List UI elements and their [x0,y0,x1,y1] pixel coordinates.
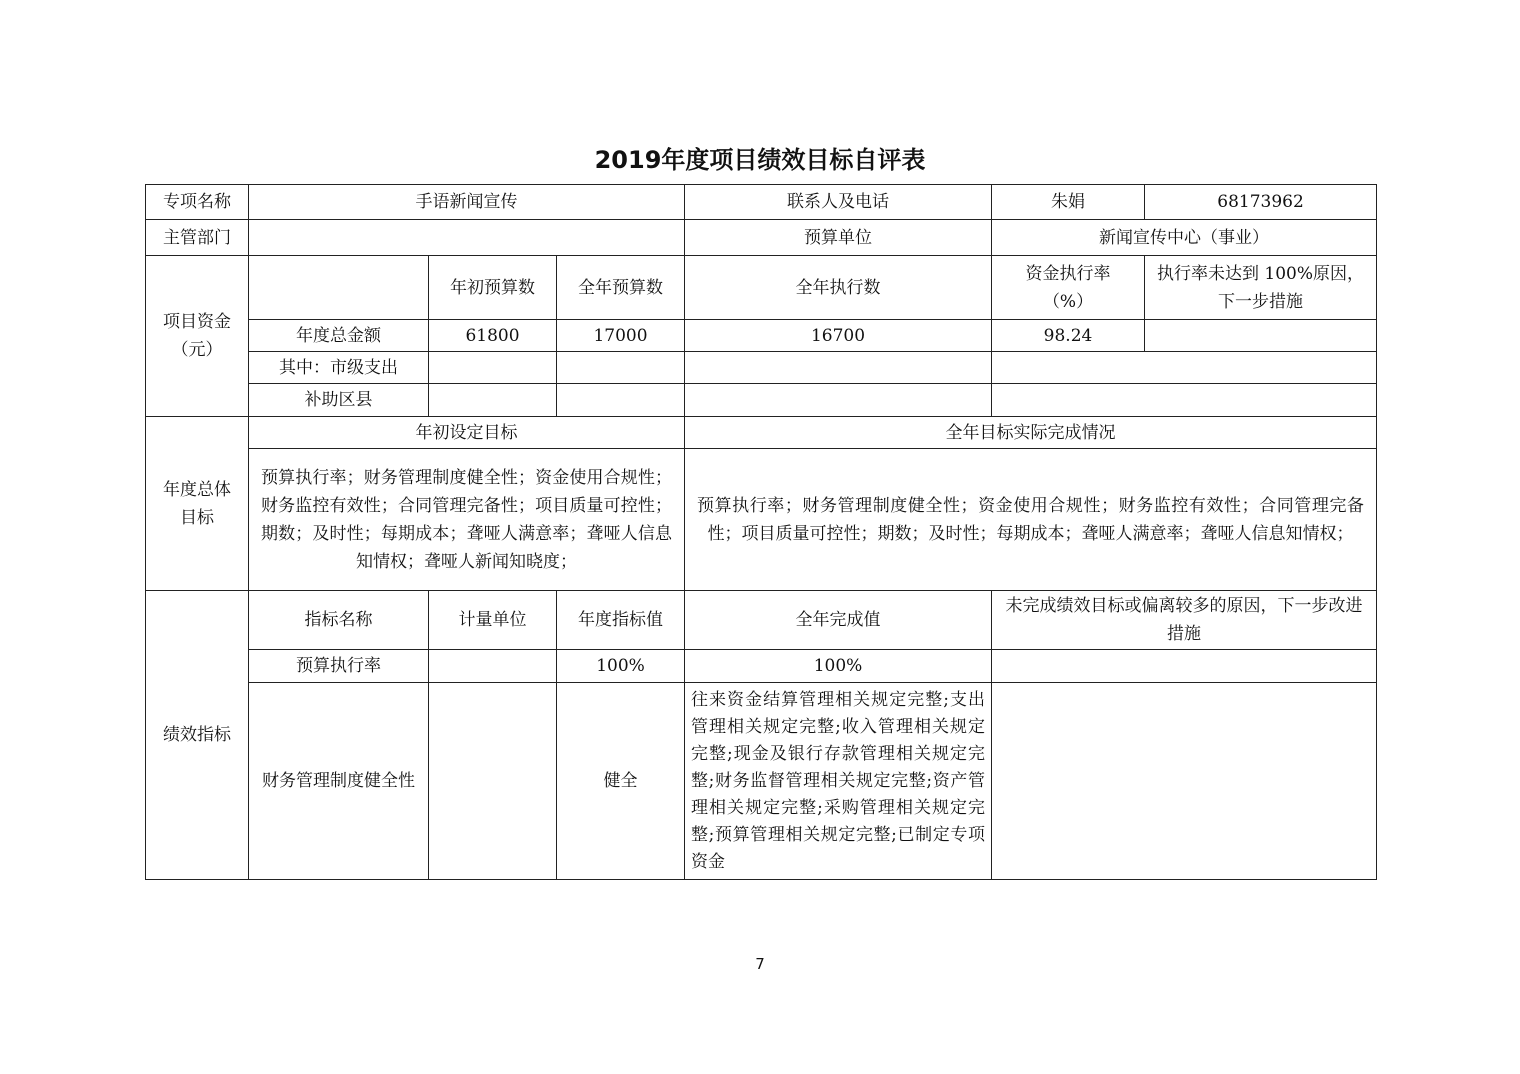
indicator-actual-text: 往来资金结算管理相关规定完整;支出管理相关规定完整;收入管理相关规定完整;现金及银行存款管理相关规定完整;财务监督管理相关规定完整;资产管理相关规定完整;采购管理相关规定完整;预算管理相关规定完整;已制定专项资金 [691,689,986,872]
indicators-label: 绩效指标 [146,591,249,880]
funds-corner-cell [249,256,429,320]
col-initial-budget: 年初预算数 [429,256,557,320]
indicator-name: 预算执行率 [249,650,429,683]
col-exec-rate [992,256,1145,320]
col-indicator-target: 年度指标值 [557,591,685,650]
page-title: 2019年度项目绩效目标自评表 [594,146,926,174]
funds-full [557,352,685,384]
table-row [146,352,1377,384]
funds-exec: 16700 [685,320,992,352]
funds-rate [992,384,1377,417]
funds-header-row [146,256,1377,320]
contact-phone: 68173962 [1145,185,1377,220]
contact-label: 联系人及电话 [685,185,992,220]
col-indicator-reason: 未完成绩效目标或偏离较多的原因，下一步改进措施 [992,591,1377,650]
funds-initial: 61800 [429,320,557,352]
dept-value [249,220,685,256]
goals-label-text: 年度总体目标 [163,479,231,528]
table-row [146,384,1377,417]
funds-full [557,384,685,417]
budget-unit-label: 预算单位 [685,220,992,256]
funds-reason [1145,320,1377,352]
goals-initial-text: 预算执行率；财务管理制度健全性；资金使用合规性；财务监控有效性；合同管理完备性；项目质量可控性；期数；及时性；每期成本；聋哑人满意率；聋哑人信息知情权；聋哑人新闻知晓度； [249,449,685,591]
goals-content-row [146,449,1377,591]
table-row [146,683,1377,880]
funds-label-text: 项目资金（元） [163,312,231,360]
dept-label: 主管部门 [146,220,249,256]
funds-full: 17000 [557,320,685,352]
table-row [146,320,1377,352]
header-row [146,185,1377,220]
goals-header-row [146,417,1377,449]
funds-row-label: 其中：市级支出 [249,352,429,384]
budget-unit-value: 新闻宣传中心（事业） [992,220,1377,256]
indicator-actual: 100% [685,650,992,683]
funds-row-label: 补助区县 [249,384,429,417]
funds-row-label: 年度总金额 [249,320,429,352]
indicator-unit [429,683,557,880]
funds-rate: 98.24 [992,320,1145,352]
funds-rate [992,352,1377,384]
funds-initial [429,384,557,417]
col-exec-rate-text: 资金执行率（%） [1025,263,1111,312]
col-indicator-name: 指标名称 [249,591,429,650]
project-name-label: 专项名称 [146,185,249,220]
col-indicator-actual: 全年完成值 [685,591,992,650]
col-exec-reason: 执行率未达到 100%原因，下一步措施 [1145,256,1377,320]
indicator-target: 健全 [557,683,685,880]
indicator-actual [685,683,992,880]
indicator-unit [429,650,557,683]
funds-exec [685,352,992,384]
indicators-header-row [146,591,1377,650]
goals-initial-header: 年初设定目标 [249,417,685,449]
evaluation-table [145,184,1377,880]
project-name-value: 手语新闻宣传 [249,185,685,220]
goals-actual-header: 全年目标实际完成情况 [685,417,1377,449]
table-row [146,650,1377,683]
dept-row [146,220,1377,256]
goals-actual-text: 预算执行率；财务管理制度健全性；资金使用合规性；财务监控有效性；合同管理完备性；项目质量可控性；期数；及时性；每期成本；聋哑人满意率；聋哑人信息知情权； [685,449,1377,591]
col-full-exec: 全年执行数 [685,256,992,320]
funds-label [146,256,249,417]
indicator-target: 100% [557,650,685,683]
indicator-name: 财务管理制度健全性 [249,683,429,880]
contact-name: 朱娟 [992,185,1145,220]
page-number: 7 [755,955,765,973]
indicator-reason [992,650,1377,683]
col-indicator-unit: 计量单位 [429,591,557,650]
col-full-budget: 全年预算数 [557,256,685,320]
funds-exec [685,384,992,417]
indicator-reason [992,683,1377,880]
goals-label [146,417,249,591]
funds-initial [429,352,557,384]
